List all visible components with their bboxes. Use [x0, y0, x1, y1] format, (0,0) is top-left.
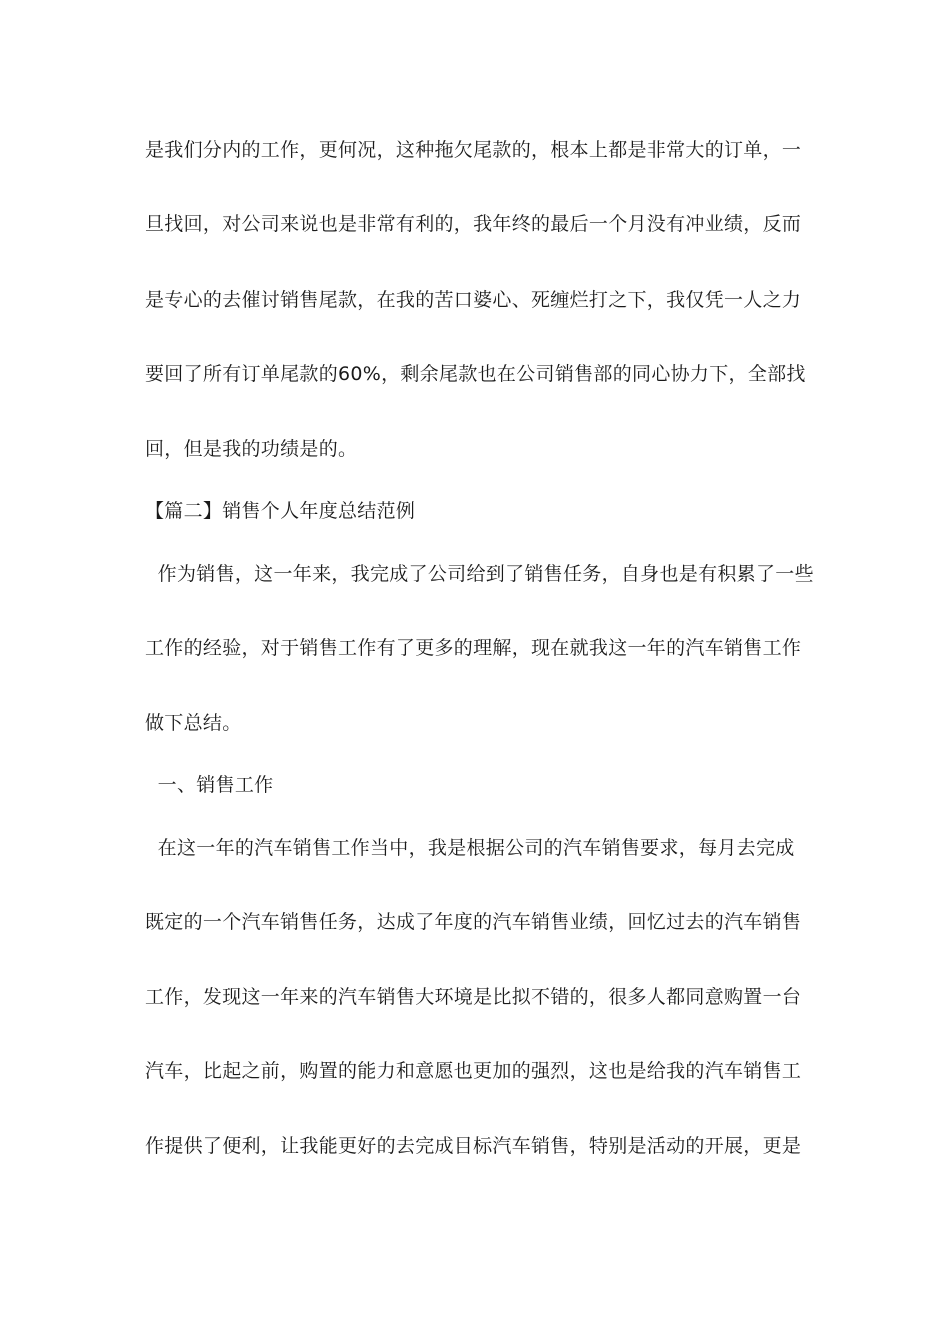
- paragraph-line: 既定的一个汽车销售任务，达成了年度的汽车销售业绩，回忆过去的汽车销售: [145, 911, 802, 933]
- paragraph-line: 做下总结。: [145, 712, 242, 734]
- paragraph-line: 汽车，比起之前，购置的能力和意愿也更加的强烈，这也是给我的汽车销售工: [145, 1060, 802, 1082]
- paragraph-line: 是我们分内的工作，更何况，这种拖欠尾款的，根本上都是非常大的订单，一: [145, 139, 802, 161]
- paragraph-line: 工作，发现这一年来的汽车销售大环境是比拟不错的，很多人都同意购置一台: [145, 986, 802, 1008]
- paragraph-line: 回，但是我的功绩是的。: [145, 438, 358, 460]
- paragraph-line: 是专心的去催讨销售尾款，在我的苦口婆心、死缠烂打之下，我仅凭一人之力: [145, 289, 802, 311]
- section-heading: 【篇二】销售个人年度总结范例: [145, 500, 416, 522]
- paragraph-line: 要回了所有订单尾款的60%，剩余尾款也在公司销售部的同心协力下，全部找: [145, 363, 806, 385]
- paragraph-line: 在这一年的汽车销售工作当中，我是根据公司的汽车销售要求，每月去完成: [145, 837, 795, 859]
- paragraph-line: 作为销售，这一年来，我完成了公司给到了销售任务，自身也是有积累了一些: [145, 563, 814, 585]
- paragraph-line: 工作的经验，对于销售工作有了更多的理解，现在就我这一年的汽车销售工作: [145, 637, 802, 659]
- paragraph-line: 作提供了便利，让我能更好的去完成目标汽车销售，特别是活动的开展，更是: [145, 1135, 802, 1157]
- paragraph-line: 旦找回，对公司来说也是非常有利的，我年终的最后一个月没有冲业绩，反而: [145, 213, 802, 235]
- subheading: 一、销售工作: [145, 774, 274, 796]
